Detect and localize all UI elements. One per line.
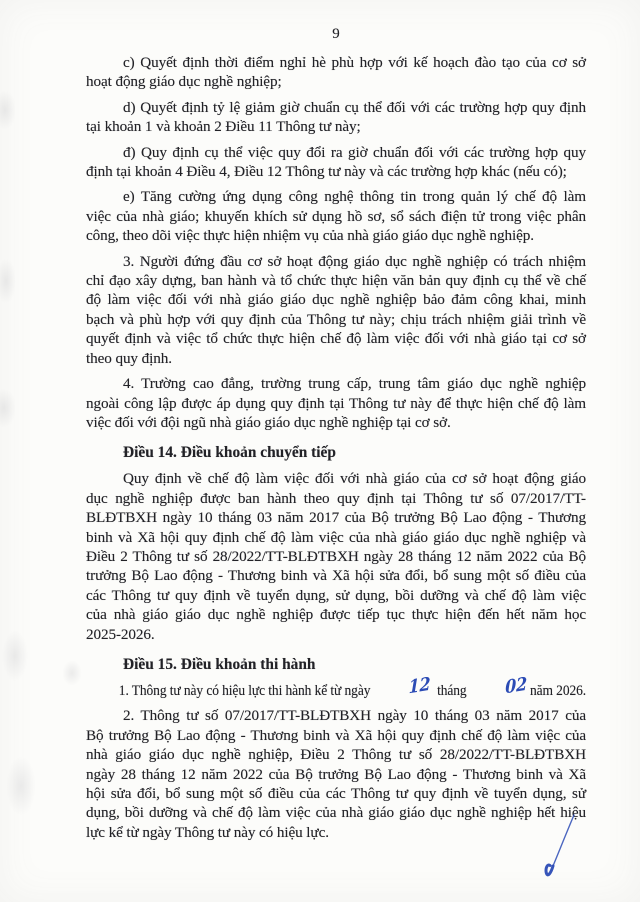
text-line: Điều 2 Thông tư số 28/2022/TT-BLĐTBXH ngày 28 tháng 12 năm 2022 của Bộ: [86, 547, 586, 565]
paragraph: [86, 98, 586, 137]
text-line: Quy định về chế độ làm việc đối với nhà giáo của cơ sở hoạt động giáo: [123, 470, 586, 488]
text-line: đ) Quy định cụ thể việc quy đổi ra giờ chuẩn đối với các trường hợp quy: [123, 143, 586, 161]
text-line: BLĐTBXH ngày 10 tháng 03 năm 2017 của Bộ trưởng Bộ Lao động - Thương: [86, 509, 586, 527]
text-line: 2. Thông tư số 07/2017/TT-BLĐTBXH ngày 10 tháng 03 năm 2017 của: [123, 707, 586, 725]
handwritten-number: 02: [505, 673, 528, 699]
pen-stroke-icon: [538, 812, 578, 886]
text-line: việc của nhà giáo; khuyến khích sử dụng hồ sơ, sổ sách điện tử trong việc phân: [86, 207, 586, 225]
text-line: chỉ đạo xây dựng, ban hành và tổ chức thực hiện văn bản quy định cụ thể về chế: [86, 272, 586, 290]
text-segment: năm 2026.: [529, 681, 587, 699]
paragraph: [86, 706, 586, 842]
text-line: việc đối với đội ngũ nhà giáo giáo dục nghề nghiệp tại cơ sở.: [86, 413, 451, 431]
text-line: lực kể từ ngày Thông tư này có hiệu lực.: [86, 823, 329, 841]
document-body: [0, 49, 640, 842]
text-line: hội sửa đổi, bổ sung một số điều của các Thông tư quy định về tuyển dụng, sử: [86, 785, 586, 802]
text-line: binh và Xã hội quy định chế độ làm việc của nhà giáo giáo dục nghề nghiệp và: [86, 528, 586, 546]
text-line: c) Quyết định thời điểm nghỉ hè phù hợp với kế hoạch đào tạo của cơ sở: [123, 54, 586, 71]
paragraph: [86, 469, 586, 644]
page-number: 9: [332, 26, 340, 42]
text-line: ngoài công lập được áp dụng quy định tại Thông tư này để thực hiện chế độ làm: [86, 394, 586, 412]
text-line: 2025-2026.: [86, 625, 155, 643]
text-segment: tháng: [433, 681, 470, 699]
text-line: nhà giáo giáo dục nghề nghiệp, Điều 2 Thông tư số 28/2022/TT-BLĐTBXH: [86, 746, 586, 764]
text-line: định tại khoản 4 Điều 4, Điều 12 Thông tư này và các trường hợp khác (nếu có);: [86, 163, 567, 181]
text-line: trưởng Bộ Lao động - Thương binh và Xã hội sửa đổi, bổ sung một số điều của: [86, 567, 586, 585]
article-heading: Điều 15. Điều khoản thi hành: [123, 655, 316, 673]
text-line: 4. Trường cao đẳng, trường trung cấp, trung tâm giáo dục nghề nghiệp: [123, 375, 586, 393]
text-line: công, theo dõi việc thực hiện nhiệm vụ của nhà giáo giáo dục nghề nghiệp.: [86, 227, 534, 245]
paragraph: [86, 143, 586, 182]
text-line: [86, 673, 587, 700]
text-line: dụng, bồi dưỡng và chế độ làm việc của nhà giáo giáo dục nghề nghiệp hết hiệu: [86, 804, 586, 822]
text-line: dục nghề nghiệp được ban hành theo quy định tại Thông tư số 07/2017/TT-: [86, 489, 586, 507]
text-line: của nhà giáo giáo dục nghề nghiệp được tiếp tục thực hiện đến hết năm học: [86, 606, 586, 624]
paragraph: [86, 53, 586, 92]
text-line: theo quy định.: [86, 349, 172, 367]
text-line: Bộ trưởng Bộ Lao động - Thương binh và Xã hội quy định chế độ làm việc của: [86, 726, 586, 744]
text-segment: 1. Thông tư này có hiệu lực thi hành kể từ ngày: [118, 681, 374, 699]
text-line: 3. Người đứng đầu cơ sở hoạt động giáo dục nghề nghiệp có trách nhiệm: [123, 252, 586, 270]
text-line: bạch và phù hợp với quy định của Thông tư này; chịu trách nhiệm giải trình về: [86, 310, 586, 328]
text-line: ngày 28 tháng 12 năm 2022 của Bộ trưởng Bộ Lao động - Thương binh và Xã: [86, 765, 586, 783]
text-line: quyết định và việc tổ chức thực hiện chế độ làm việc đối với nhà giáo tại cơ sở: [86, 330, 586, 348]
paragraph: [86, 187, 586, 245]
handwritten-number: 12: [409, 673, 431, 699]
paragraph: [86, 252, 586, 368]
text-line: các Thông tư quy định về tuyển dụng, sử dụng, bồi dưỡng và chế độ làm việc: [86, 586, 586, 604]
paragraph: [86, 673, 587, 700]
paragraph: [86, 374, 586, 432]
text-line: d) Quyết định tỷ lệ giảm giờ chuẩn cụ thể đối với các trường hợp quy định: [123, 98, 586, 116]
text-line: hoạt động giáo dục nghề nghiệp;: [86, 73, 282, 91]
text-line: e) Tăng cường ứng dụng công nghệ thông tin trong quản lý chế độ làm: [123, 188, 586, 206]
text-line: tại khoản 1 và khoản 2 Điều 11 Thông tư này;: [86, 118, 361, 136]
text-line: độ làm việc đối với nhà giáo giáo dục nghề nghiệp bảo đảm công khai, minh: [86, 291, 586, 309]
article-heading: Điều 14. Điều khoản chuyển tiếp: [123, 444, 336, 462]
